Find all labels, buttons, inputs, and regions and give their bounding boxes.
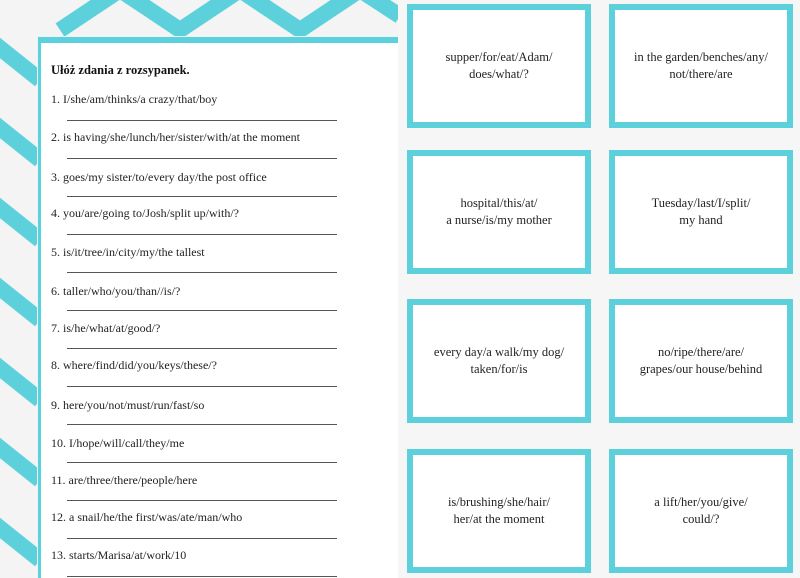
card-text (434, 344, 564, 378)
answer-line-5 (67, 272, 337, 273)
card-line: a nurse/is/my mother (446, 213, 552, 227)
card-line: taken/for/is (470, 362, 528, 376)
answer-line-10 (67, 462, 337, 463)
answer-line-11 (67, 500, 337, 501)
word-card-6 (609, 299, 793, 423)
card-text (634, 49, 768, 83)
card-line: in the garden/benches/any/ (634, 50, 768, 64)
card-line: grapes/our house/behind (639, 362, 763, 376)
card-line: no/ripe/there/are/ (657, 345, 745, 359)
card-line: not/there/are (669, 67, 733, 81)
exercise-item-1: 1. I/she/am/thinks/a crazy/that/boy (51, 92, 218, 106)
answer-line-1 (67, 120, 337, 121)
answer-line-9 (67, 424, 337, 425)
answer-line-2 (67, 158, 337, 159)
card-line: could/? (682, 512, 720, 526)
answer-line-12 (67, 538, 337, 539)
word-card-5 (407, 299, 591, 423)
answer-line-6 (67, 310, 337, 311)
word-card-1 (407, 4, 591, 128)
exercise-item-5: 5. is/it/tree/in/city/my/the tallest (51, 245, 205, 259)
word-card-7 (407, 449, 591, 573)
answer-line-4 (67, 234, 337, 235)
word-card-4 (609, 150, 793, 274)
exercise-item-11: 11. are/three/there/people/here (51, 473, 198, 487)
card-line: my hand (679, 213, 723, 227)
exercise-item-3: 3. goes/my sister/to/every day/the post office (51, 170, 267, 184)
worksheet-title: Ułóż zdania z rozsypanek. (51, 63, 190, 77)
card-line: a lift/her/you/give/ (654, 495, 748, 509)
answer-line-3 (67, 196, 337, 197)
card-line: does/what/? (469, 67, 529, 81)
card-line: every day/a walk/my dog/ (433, 345, 565, 359)
card-text (654, 494, 747, 528)
word-card-3 (407, 150, 591, 274)
word-card-2 (609, 4, 793, 128)
exercise-item-4: 4. you/are/going to/Josh/split up/with/? (51, 206, 239, 220)
card-text (446, 195, 552, 229)
answer-line-8 (67, 386, 337, 387)
worksheet-page (38, 37, 402, 578)
exercise-item-8: 8. where/find/did/you/keys/these/? (51, 358, 217, 372)
exercise-item-7: 7. is/he/what/at/good/? (51, 321, 161, 335)
card-line: hospital/this/at/ (460, 196, 538, 210)
card-text (446, 49, 553, 83)
card-line: Tuesday/last/I/split/ (651, 196, 751, 210)
card-line: is/brushing/she/hair/ (447, 495, 551, 509)
exercise-item-12: 12. a snail/he/the first/was/ate/man/who (51, 510, 243, 524)
exercise-item-13: 13. starts/Marisa/at/work/10 (51, 548, 187, 562)
exercise-item-6: 6. taller/who/you/than//is/? (51, 284, 181, 298)
word-card-8 (609, 449, 793, 573)
card-line: supper/for/eat/Adam/ (445, 50, 553, 64)
card-text (652, 195, 751, 229)
exercise-item-9: 9. here/you/not/must/run/fast/so (51, 398, 205, 412)
answer-line-7 (67, 348, 337, 349)
exercise-item-10: 10. I/hope/will/call/they/me (51, 436, 185, 450)
answer-line-13 (67, 576, 337, 577)
word-cards-panel (398, 0, 800, 578)
card-text (640, 344, 763, 378)
exercise-item-2: 2. is having/she/lunch/her/sister/with/at the moment (51, 130, 300, 144)
card-text (448, 494, 550, 528)
card-line: her/at the moment (453, 512, 545, 526)
